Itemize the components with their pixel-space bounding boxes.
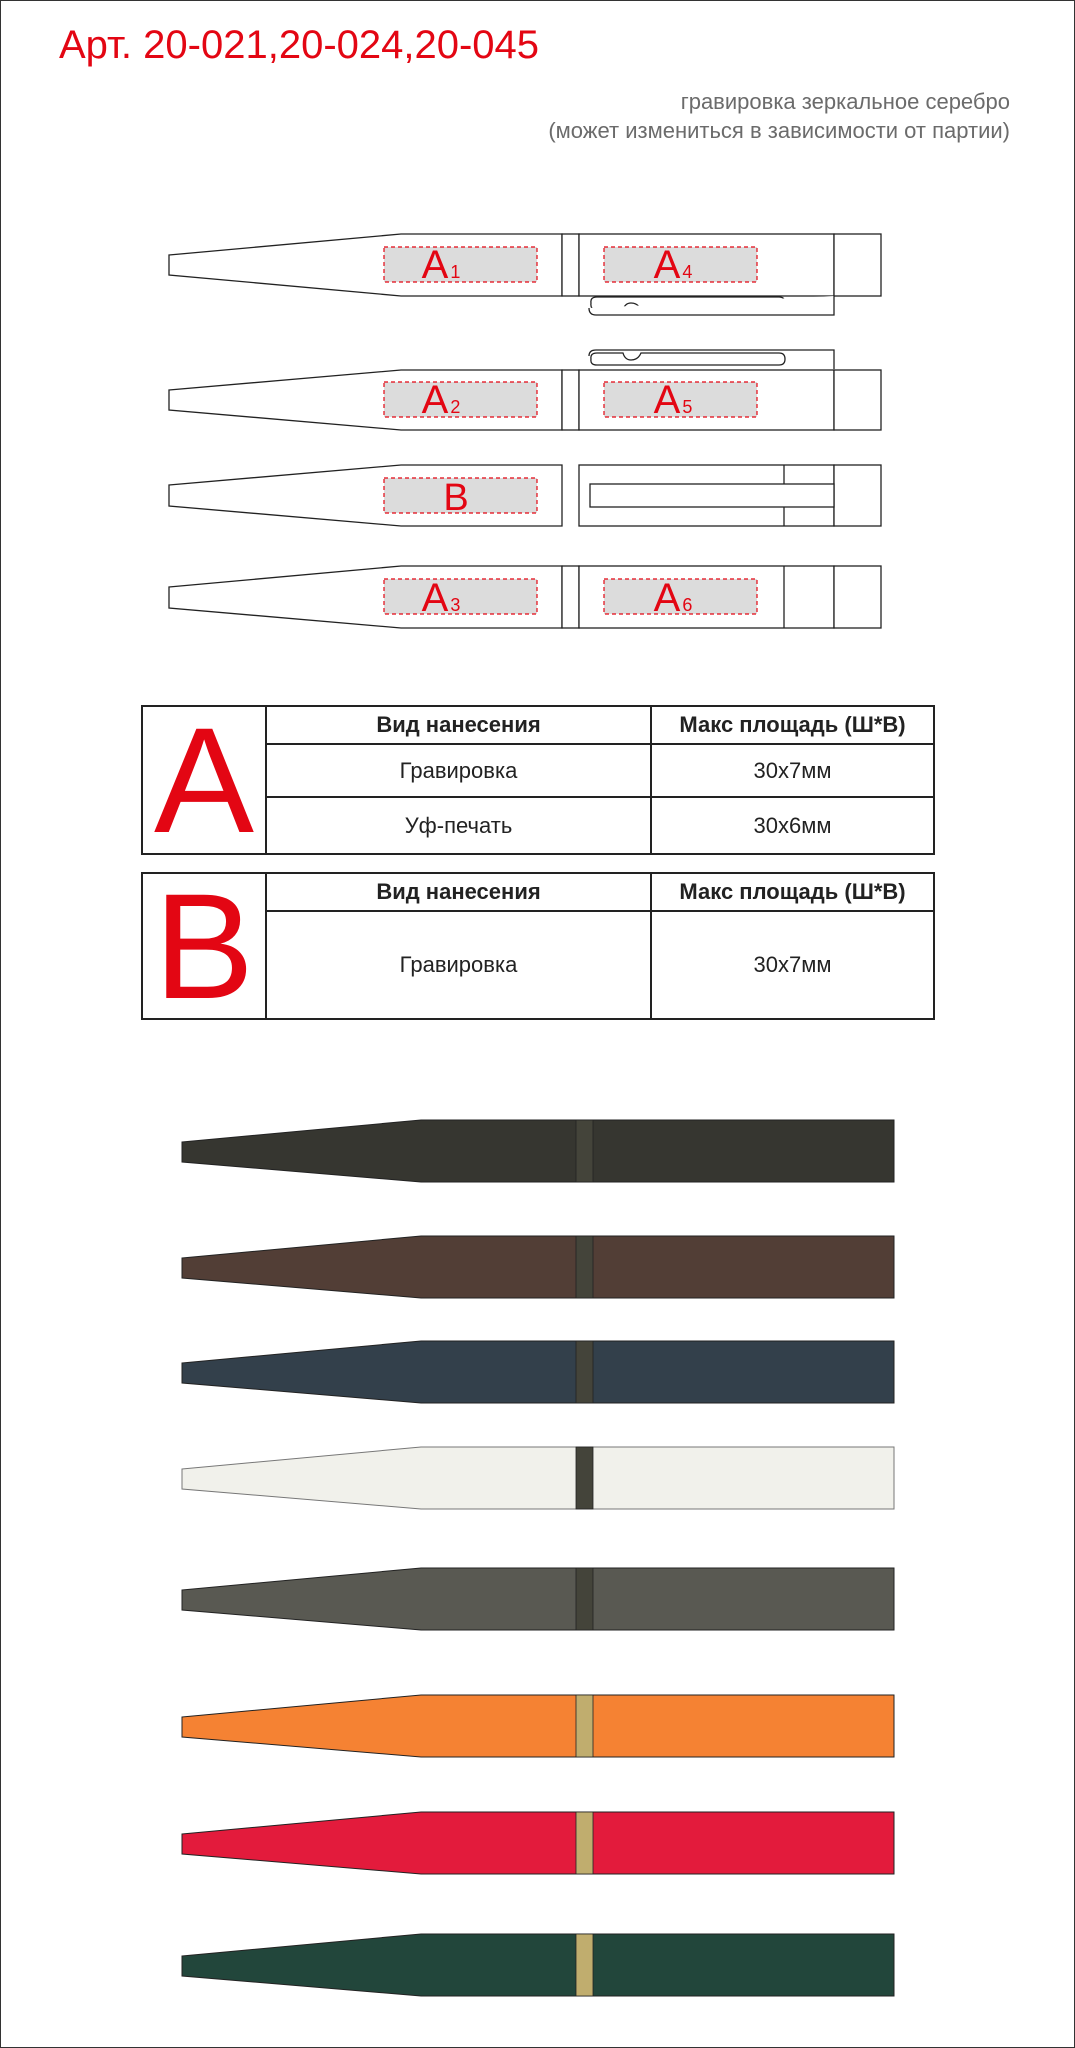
color-pen-2 bbox=[182, 1222, 894, 1298]
table-a-row-1-size: 30x7мм bbox=[652, 745, 933, 798]
pen-body bbox=[182, 1120, 894, 1182]
color-pen-7 bbox=[182, 1798, 894, 1874]
color-pen-1 bbox=[182, 1106, 894, 1182]
color-variants bbox=[1, 1, 1074, 2047]
pen-body bbox=[182, 1695, 894, 1757]
table-b-header-method: Вид нанесения bbox=[267, 874, 652, 912]
zone-label-a4: A 4 bbox=[653, 243, 693, 287]
pen-body bbox=[182, 1341, 894, 1403]
pen-ring bbox=[576, 1812, 593, 1874]
table-b-row-1-method: Гравировка bbox=[267, 912, 652, 1018]
pen-ring bbox=[576, 1934, 593, 1996]
color-pen-3 bbox=[182, 1327, 894, 1403]
zone-label-a1: A 1 bbox=[421, 243, 461, 287]
pen-body bbox=[182, 1568, 894, 1630]
color-pen-6 bbox=[182, 1681, 894, 1757]
zone-label-a6: A 6 bbox=[653, 576, 693, 620]
pen-body bbox=[182, 1934, 894, 1996]
table-b-header-size: Макс площадь (Ш*В) bbox=[652, 874, 933, 912]
pen-ring bbox=[576, 1568, 593, 1630]
pen-ring bbox=[576, 1236, 593, 1298]
table-b-row-1-size: 30x7мм bbox=[753, 952, 832, 977]
pen-ring bbox=[576, 1695, 593, 1757]
table-a-letter: A bbox=[143, 707, 267, 853]
table-a-row-2-size: 30x6мм bbox=[753, 812, 832, 838]
color-pen-8 bbox=[182, 1920, 894, 1996]
page-title: Арт. 20-021,20-024,20-045 bbox=[59, 23, 540, 67]
table-a-row-1-method: Гравировка bbox=[267, 745, 652, 798]
table-a-header-size: Макс площадь (Ш*В) bbox=[652, 707, 933, 745]
color-pen-4 bbox=[182, 1433, 894, 1509]
subtitle-line-1: гравировка зеркальное серебро bbox=[680, 89, 1010, 114]
zone-label-a2: A 2 bbox=[421, 378, 461, 422]
pen-ring bbox=[576, 1120, 593, 1182]
table-a-header-method: Вид нанесения bbox=[267, 707, 652, 745]
color-pen-5 bbox=[182, 1554, 894, 1630]
pen-body bbox=[182, 1447, 894, 1509]
zone-label-a5: A 5 bbox=[653, 378, 693, 422]
pen-ring bbox=[576, 1447, 593, 1509]
table-b-letter: B bbox=[143, 874, 267, 1018]
pen-body bbox=[182, 1812, 894, 1874]
subtitle-line-2: (может измениться в зависимости от партии) bbox=[548, 118, 1010, 143]
zone-label-a3: A 3 bbox=[421, 576, 461, 620]
pen-ring bbox=[576, 1341, 593, 1403]
zone-label-b: B bbox=[443, 477, 469, 519]
table-a-row-2-method: Уф-печать bbox=[267, 798, 652, 853]
pen-body bbox=[182, 1236, 894, 1298]
